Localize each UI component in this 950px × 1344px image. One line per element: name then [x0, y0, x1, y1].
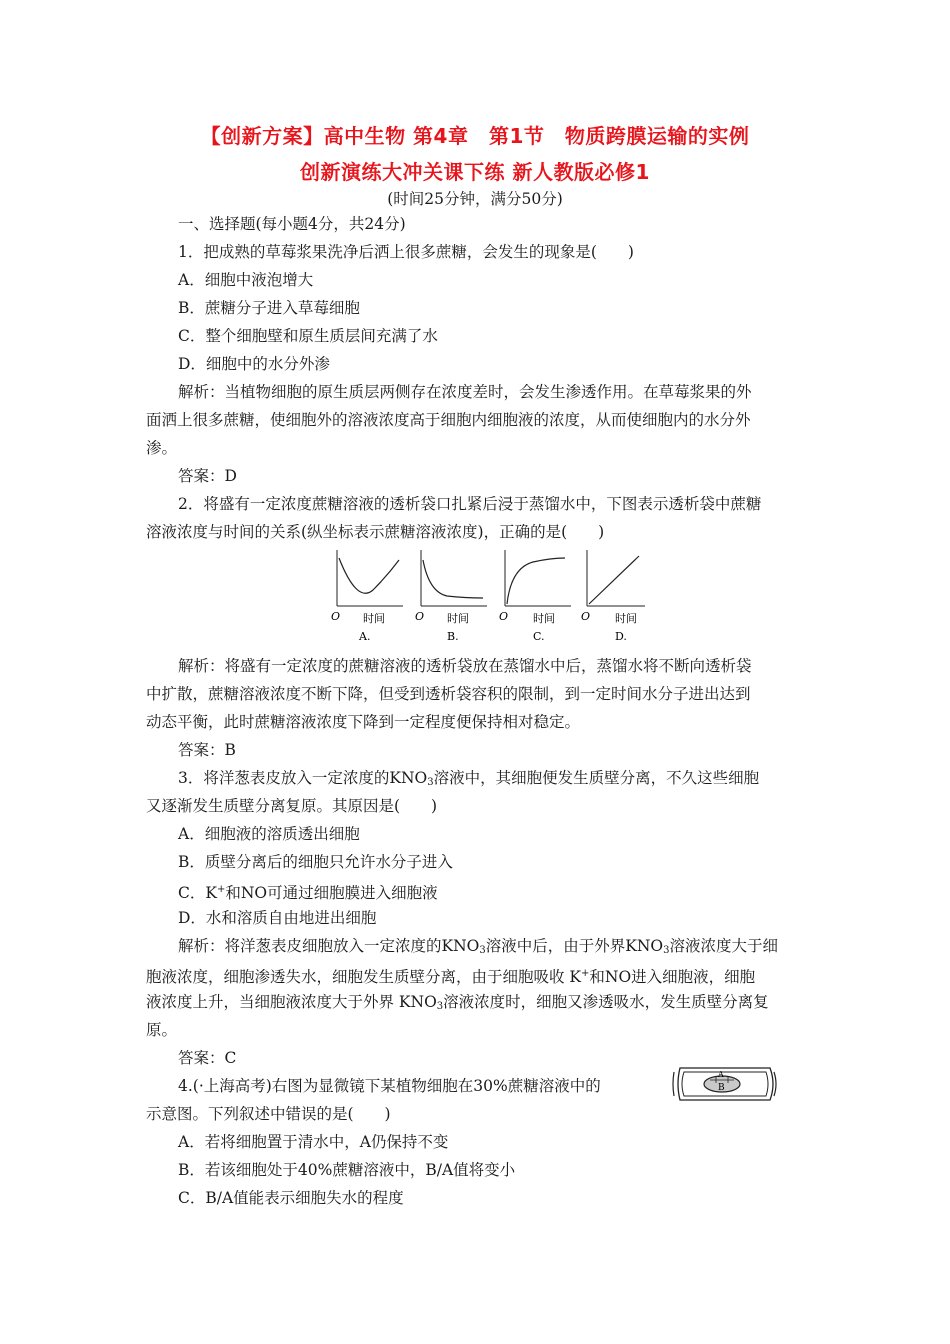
q1-explanation-line1: 解析：当植物细胞的原生质层两侧存在浓度差时，会发生渗透作用。在草莓浆果的外: [178, 383, 752, 401]
graph-a-origin: O: [331, 610, 341, 623]
graph-b-label: B.: [447, 630, 459, 643]
graph-b-xlabel: 时间: [447, 612, 469, 625]
q1-answer: 答案：D: [178, 467, 237, 485]
q3-explanation-line2: 胞液浓度，细胞渗透失水，细胞发生质壁分离，由于细胞吸收 K+和NO进入细胞液，细胞: [146, 968, 756, 986]
q2-answer: 答案：B: [178, 741, 236, 759]
time-note: (时间25分钟，满分50分): [387, 190, 563, 208]
q3-option-a: A．细胞液的溶质透出细胞: [178, 825, 360, 843]
graph-c-xlabel: 时间: [533, 612, 555, 625]
document-title-line1: 【创新方案】高中生物 第4章 第1节 物质跨膜运输的实例: [200, 124, 750, 148]
q1-option-b: B．蔗糖分子进入草莓细胞: [178, 299, 360, 317]
q2-graphs-figure: [325, 548, 650, 648]
graph-c-origin: O: [499, 610, 509, 623]
graph-d: [581, 550, 645, 643]
graph-b-origin: O: [415, 610, 425, 623]
graph-a-label: A.: [359, 630, 371, 643]
q3-option-d: D．水和溶质自由地进出细胞: [178, 909, 377, 927]
q1-explanation-line3: 渗。: [146, 439, 178, 457]
q3-option-b: B．质壁分离后的细胞只允许水分子进入: [178, 853, 453, 871]
q1-option-d: D．细胞中的水分外渗: [178, 355, 330, 373]
q4-stem-line1: 4.(·上海高考)右图为显微镜下某植物细胞在30%蔗糖溶液中的: [178, 1077, 601, 1095]
q1-option-c: C．整个细胞壁和原生质层间充满了水: [178, 327, 438, 345]
q4-label-b: B: [718, 1083, 725, 1093]
graph-a: [331, 550, 403, 643]
q4-stem-line2: 示意图。下列叙述中错误的是( ): [146, 1105, 391, 1123]
section-heading: 一、选择题(每小题4分，共24分): [178, 215, 406, 233]
graph-d-xlabel: 时间: [615, 612, 637, 625]
q3-explanation-line1: 解析：将洋葱表皮细胞放入一定浓度的$KNO_3$溶液中后，由于外界$KNO_3$溶液浓度大于细: [178, 937, 778, 956]
graph-d-origin: O: [581, 610, 591, 623]
q2-explanation-line1: 解析：将盛有一定浓度的蔗糖溶液的透析袋放在蒸馏水中后，蒸馏水将不断向透析袋: [178, 657, 752, 675]
q1-option-a: A．细胞中液泡增大: [178, 271, 314, 289]
q3-explanation-line3: 液浓度上升，当细胞液浓度大于外界 $KNO_3$溶液浓度时，细胞又渗透吸水，发生质壁分离复: [146, 993, 769, 1012]
q2-stem-line1: 2．将盛有一定浓度蔗糖溶液的透析袋口扎紧后浸于蒸馏水中，下图表示透析袋中蔗糖: [178, 495, 762, 513]
graph-c-label: C.: [533, 630, 545, 643]
q4-option-c: C．B/A值能表示细胞失水的程度: [178, 1189, 404, 1207]
q4-cell-diagram: [670, 1062, 780, 1106]
q2-explanation-line3: 动态平衡，此时蔗糖溶液浓度下降到一定程度便保持相对稳定。: [146, 713, 581, 731]
graph-c: [499, 550, 571, 643]
q4-option-b: B．若该细胞处于40%蔗糖溶液中，B/A值将变小: [178, 1161, 516, 1179]
q1-explanation-line2: 面洒上很多蔗糖，使细胞外的溶液浓度高于细胞内细胞液的浓度，从而使细胞内的水分外: [146, 411, 751, 429]
q3-answer: 答案：C: [178, 1049, 237, 1067]
q3-explanation-line4: 原。: [146, 1021, 178, 1039]
q3-option-c: C．K+和NO可通过细胞膜进入细胞液: [178, 884, 438, 902]
q3-stem-line1: 3．将洋葱表皮放入一定浓度的$KNO_3$溶液中，其细胞便发生质壁分离，不久这些细胞: [178, 769, 760, 788]
q2-explanation-line2: 中扩散，蔗糖溶液浓度不断下降，但受到透析袋容积的限制，到一定时间水分子进出达到: [146, 685, 751, 703]
q4-label-a: A: [718, 1070, 724, 1079]
graph-a-xlabel: 时间: [363, 612, 385, 625]
q1-stem: 1．把成熟的草莓浆果洗净后洒上很多蔗糖，会发生的现象是( ): [178, 243, 634, 261]
document-title-line2: 创新演练大冲关课下练 新人教版必修1: [300, 160, 650, 184]
q2-stem-line2: 溶液浓度与时间的关系(纵坐标表示蔗糖溶液浓度)，正确的是( ): [146, 523, 605, 541]
q3-stem-line2: 又逐渐发生质壁分离复原。其原因是( ): [146, 797, 438, 815]
graph-d-label: D.: [615, 630, 627, 643]
q4-option-a: A．若将细胞置于清水中，A仍保持不变: [178, 1133, 449, 1151]
graph-b: [415, 550, 487, 643]
